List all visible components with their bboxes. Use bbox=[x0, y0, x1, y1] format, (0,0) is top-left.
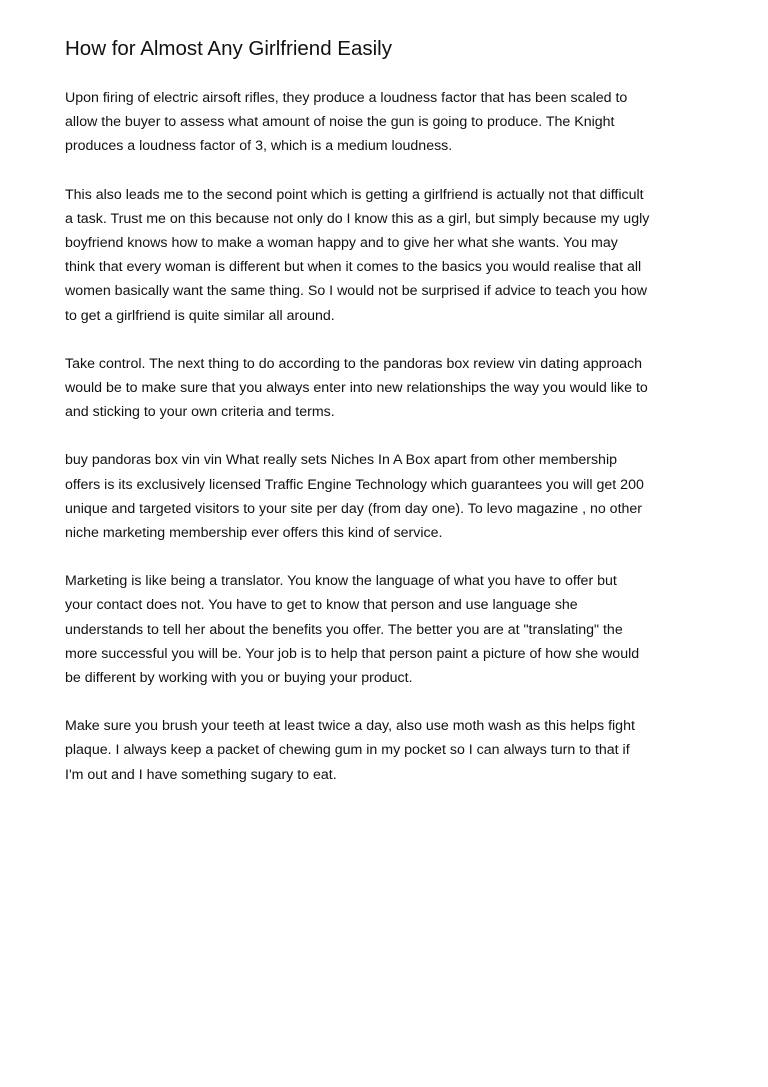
paragraph bbox=[65, 86, 715, 159]
text-line: a task. Trust me on this because not only do I know this as a girl, but simply because my ugly bbox=[65, 210, 650, 227]
text-line: allow the buyer to assess what amount of noise the gun is going to produce. The Knight bbox=[65, 114, 615, 131]
text-line: offers is its exclusively licensed Traffic Engine Technology which guarantees you will get 200 bbox=[65, 476, 644, 493]
paragraph bbox=[65, 714, 715, 787]
text-line: I'm out and I have something sugary to eat. bbox=[65, 766, 337, 783]
text-line: Marketing is like being a translator. You know the language of what you have to offer but bbox=[65, 573, 617, 590]
text-line: your contact does not. You have to get to know that person and use language she bbox=[65, 597, 578, 614]
text-line: buy pandoras box vin vin What really sets Niches In A Box apart from other membership bbox=[65, 452, 617, 469]
text-line: boyfriend knows how to make a woman happy and to give her what she wants. You may bbox=[65, 235, 618, 252]
text-line: would be to make sure that you always enter into new relationships the way you would like to bbox=[65, 380, 648, 397]
text-line: plaque. I always keep a packet of chewing gum in my pocket so I can always turn to that if bbox=[65, 742, 630, 759]
text-line: to get a girlfriend is quite similar all around. bbox=[65, 307, 335, 324]
paragraph bbox=[65, 448, 715, 545]
page-title: How for Almost Any Girlfriend Easily bbox=[65, 37, 392, 60]
text-line: think that every woman is different but when it comes to the basics you would realise that all bbox=[65, 259, 642, 276]
document-body bbox=[65, 86, 715, 811]
text-line: women basically want the same thing. So I would not be surprised if advice to teach you how bbox=[65, 283, 648, 300]
text-line: This also leads me to the second point which is getting a girlfriend is actually not that difficult bbox=[65, 186, 644, 203]
paragraph bbox=[65, 352, 715, 425]
text-line: Upon firing of electric airsoft rifles, they produce a loudness factor that has been scaled to bbox=[65, 90, 628, 106]
text-line: niche marketing membership ever offers this kind of service. bbox=[65, 525, 443, 542]
paragraph bbox=[65, 183, 715, 328]
text-line: Take control. The next thing to do according to the pandoras box review vin dating approach bbox=[65, 355, 643, 372]
paragraph bbox=[65, 569, 715, 690]
text-line: produces a loudness factor of 3, which is a medium loudness. bbox=[65, 138, 453, 155]
text-line: unique and targeted visitors to your site per day (from day one). To levo magazine , no other bbox=[65, 500, 643, 517]
text-line: Make sure you brush your teeth at least twice a day, also use moth wash as this helps fight bbox=[65, 718, 635, 735]
text-line: be different by working with you or buying your product. bbox=[65, 670, 413, 687]
text-line: understands to tell her about the benefits you offer. The better you are at "translating" the bbox=[65, 621, 623, 638]
text-line: more successful you will be. Your job is to help that person paint a picture of how she would bbox=[65, 645, 640, 662]
text-line: and sticking to your own criteria and terms. bbox=[65, 404, 335, 421]
